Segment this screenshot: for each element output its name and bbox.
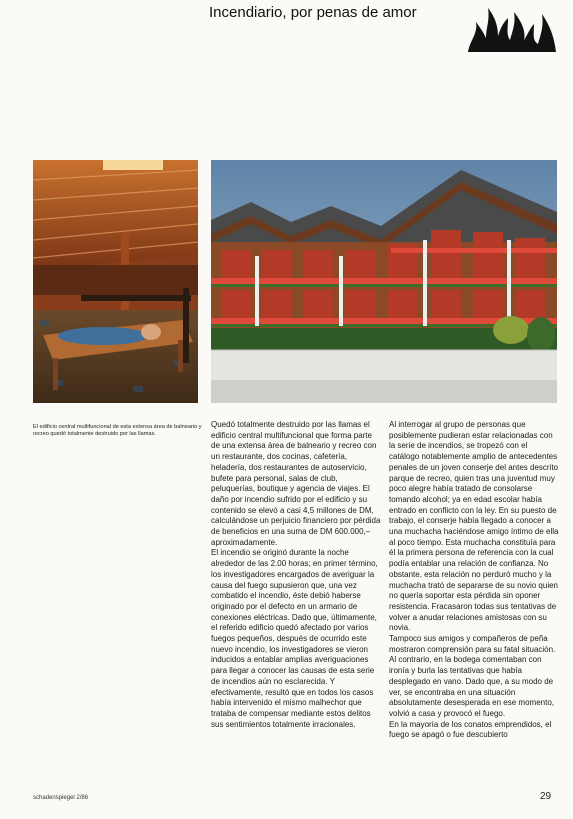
article-column-1 bbox=[211, 420, 381, 782]
article-title: Incendiario, por penas de amor bbox=[209, 4, 417, 21]
paragraph: Quedó totalmente destruido por las llamas el edificio central multifuncional que forma parte de una extensa área de balneario y recreo con un restaurante, dos cocinas, cafetería, heladería, dos restaurantes de autoservicio, bufete para personal, salas de club, peluquerías, boutique y agencia de viajes. El daño por incendio sufrido por el edificio y su contenido se elevó a casi 4,5 millones de DM, calculándose un perjuicio financiero por pérdida de beneficios en una suma de DM 600.000,– aproximadamente. bbox=[211, 420, 381, 547]
page-number: 29 bbox=[540, 791, 552, 802]
interior-photo bbox=[33, 160, 198, 403]
paragraph: En la mayoría de los conatos emprendidos, el fuego se apagó o fue descubierto bbox=[389, 719, 552, 740]
hotel-building-photo bbox=[211, 160, 557, 403]
paragraph: Tampoco sus amigos y compañeros de peña mostraron comprensión para su fatal situación. Al contrario, en la bodega comentaban con ironía y burla las tentativas que había desplegado en vano. Dado que, a su modo de ver, se encontraba en una situación absolutamente desesperada en ese momento, volvió a casa y provocó el fuego. bbox=[389, 634, 556, 718]
paragraph: El incendio se originó durante la noche alrededor de las 2.00 horas; en primer término, los investigadores encargados de averiguar la causa del fuego supusieron que, una vez combatido el incendio, éste debió haberse originado por el defecto en un armario de conexiones eléctricas. Dado que, últimamente, el referido edificio quedó afectado por varios fuegos pequeños, después de ocurrido este nuevo incendio, los investigadores se vieron inducidos a entablar amplias averiguaciones para llegar a conocer las causas de esta serie de incendios aún no esclarecida. Y efectivamente, resultó que en todos los casos había intervenido el mismo malhechor que trataba de compensar mediante estos delitos sus sentimientos totalmente irracionales. bbox=[211, 548, 378, 729]
photo-caption: El edificio central multifuncional de esta extensa área de balneario y recreo quedó totalmente destruido por las llamas. bbox=[33, 424, 202, 437]
publication-name: schadenspiegel 2/86 bbox=[33, 795, 89, 801]
flames-icon bbox=[468, 4, 558, 52]
paragraph: Al interrogar al grupo de personas que posiblemente pudieran estar relacionadas con la serie de incendios, se tropezó con el catálogo notablemente amplio de antecedentes penales de un joven conserje del antes descrito parque de recreo, quien tras una juventud muy poco alegre había tratado de consolarse tomando alcohol; ya en edad escolar había entrado en conflicto con la ley. En su puesto de trabajo, el conserje había llegado a conocer a una muchacha haciéndose amigo íntimo de ella al poco tiempo. Esta muchacha constituía para él la primera persona de referencia con la cual podía entablar una relación de confianza. No obstante, esta relación no perduró mucho y la muchacha trató de separarse de su novio quien no quería soportar esta pérdida sin oponer resistencia. Fracasaron todas sus tentativas de volver a anudar relaciones amistosas con su novia. bbox=[389, 420, 559, 633]
article-column-2 bbox=[389, 420, 559, 782]
